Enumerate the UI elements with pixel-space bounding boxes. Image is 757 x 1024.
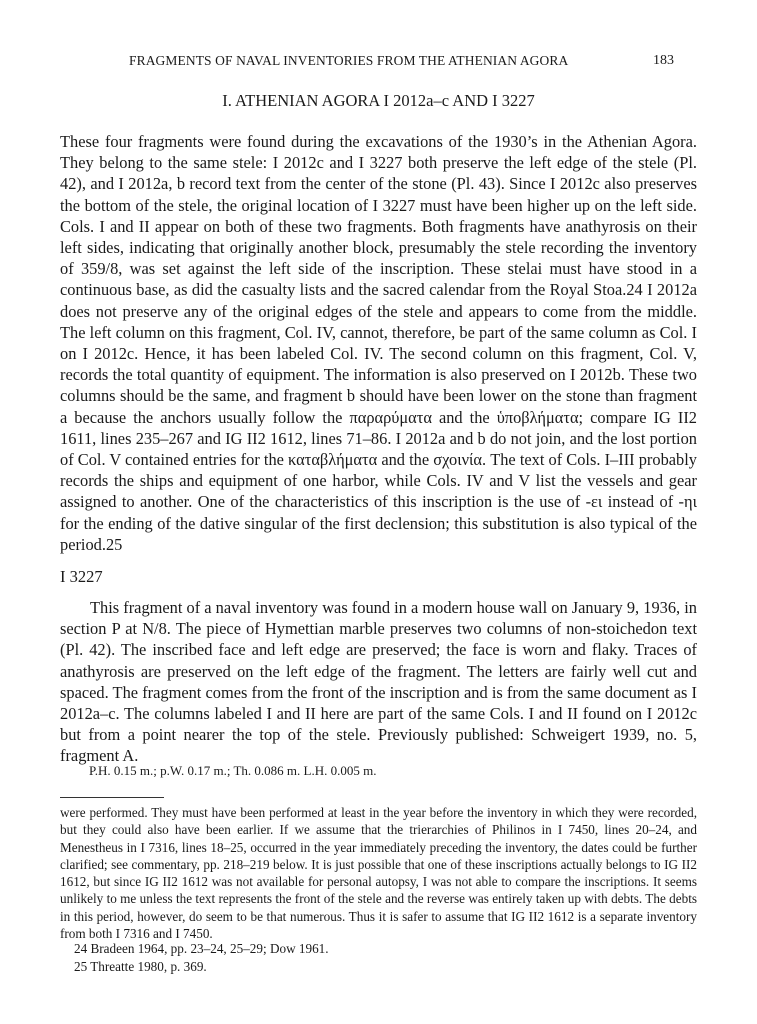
measurements-line: P.H. 0.15 m.; p.W. 0.17 m.; Th. 0.086 m. L.H. 0.005 m. [89, 763, 377, 778]
section-title-text: I. ATHENIAN AGORA I 2012a–c AND I 3227 [222, 91, 535, 110]
page-number: 183 [653, 53, 674, 68]
footnote-25: 25 Threatte 1980, p. 369. [74, 959, 207, 974]
body-paragraph-2: This fragment of a naval inventory was found in a modern house wall on January 9, 1936, in section P at N/8. The piece of Hymettian marble preserves two columns of non-stoichedon text (Pl. 42). The inscribed face and left edge are preserved; the face is worn and flaky. Traces of anathyrosis are preserved on the left edge of the fragment. The letters are fairly well cut and spaced. The fragment comes from the front of the inscription and is from the same document as I 2012a–c. The columns labeled I and II here are part of the same Cols. I and II found on I 2012c but from a point nearer the top of the stele. Previously published: Schweigert 1939, no. 5, fragment A. [60, 598, 697, 766]
footnote-24: 24 Bradeen 1964, pp. 23–24, 25–29; Dow 1961. [74, 941, 329, 956]
running-head: FRAGMENTS OF NAVAL INVENTORIES FROM THE ATHENIAN AGORA [129, 53, 569, 68]
footnote-continuation: were performed. They must have been performed at least in the year before the inventory in which they were recorded, but they could also have been earlier. If we assume that the trierarchies of Philinos in I 7450, lines 20–24, and Menestheus in I 7316, lines 18–25, occurred in the year immediately preceding the inventory, the dates could be further clarified; see commentary, pp. 218–219 below. It is just possible that one of these inscriptions actually belongs to IG II2 1612, but since IG II2 1612 was not available for personal autopsy, I was not able to compare the inscriptions. It seems unlikely to me unless the text represents the front of the stele and the reverse was entirely taken up with debts. The debts in this period, however, do seem to be that numerous. Thus it is safer to assume that IG II2 1612 is a separate inventory from both I 7316 and I 7450. [60, 805, 697, 942]
body-paragraph-1: These four fragments were found during the excavations of the 1930’s in the Athenian Agora. They belong to the same stele: I 2012c and I 3227 both preserve the left edge of the stele (Pl. 42), and I 2012a, b record text from the center of the stone (Pl. 43). Since I 2012c also preserves the bottom of the stele, the original location of I 3227 must have been higher up on the left side. Cols. I and II appear on both of these two fragments. Both fragments have anathyrosis on their left sides, indicating that originally another block, presumably the stele recording the inventory of 359/8, was set against the left side of the inscription. These stelai must have stood in a continuous base, as did the casualty lists and the sacred calendar from the Royal Stoa.24 I 2012a does not preserve any of the original edges of the stele and appears to come from the middle. The left column on this fragment, Col. IV, cannot, therefore, be part of the same column as Col. I on I 2012c. Hence, it has been labeled Col. IV. The second column on this fragment, Col. V, records the total quantity of equipment. The information is also preserved on I 2012b. These two columns should be the same, and fragment b should have been lower on the stone than fragment a because the anchors usually follow the παραρύματα and the ὑποβλήματα; compare IG II2 1611, lines 235–267 and IG II2 1612, lines 71–86. I 2012a and b do not join, and the lost portion of Col. V contained entries for the καταβλήματα and the σχοινία. The text of Cols. I–III probably records the ships and equipment of one harbor, while Cols. IV and V list the vessels and gear assigned to another. One of the characteristics of this inscription is the use of -ει instead of -ηι for the ending of the dative singular of the first declension; this substitution is also typical of the period.25 [60, 132, 697, 554]
footnote-rule [60, 797, 164, 798]
section-title [0, 91, 757, 111]
subsection-heading: I 3227 [60, 567, 103, 586]
